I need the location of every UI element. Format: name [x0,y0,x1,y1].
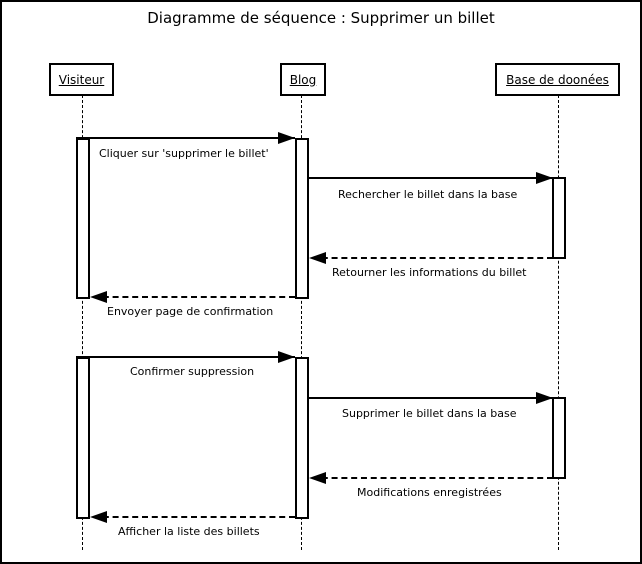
message-line-7 [312,477,553,479]
message-line-4 [93,296,295,298]
arrowhead-left-icon [309,472,326,484]
lifeline-base [558,95,559,550]
message-label-5: Confirmer suppression [130,365,255,378]
message-label-3: Retourner les informations du billet [332,266,527,279]
activation-bar-visiteur-1 [76,138,90,299]
message-line-1 [76,137,295,139]
diagram-title: Diagramme de séquence : Supprimer un billet [147,9,495,27]
arrowhead-right-icon [278,351,295,363]
message-label-4: Envoyer page de confirmation [107,305,274,318]
activation-bar-blog-1 [295,138,309,299]
activation-bar-base-1 [552,177,566,259]
message-label-8: Afficher la liste des billets [118,525,260,538]
actor-box-blog [280,63,326,96]
actor-name-blog: Blog [289,72,317,87]
arrowhead-right-icon [536,172,553,184]
message-line-3 [312,257,553,259]
arrowhead-left-icon [90,291,107,303]
arrowhead-right-icon [278,132,295,144]
actor-name-visiteur: Visiteur [58,72,105,87]
arrowhead-left-icon [90,511,107,523]
message-label-1: Cliquer sur 'supprimer le billet' [99,147,269,160]
message-label-6: Supprimer le billet dans la base [342,407,517,420]
arrowhead-left-icon [309,252,326,264]
arrowhead-right-icon [536,392,553,404]
actor-box-base [495,63,620,96]
message-line-5 [76,356,295,358]
message-label-7: Modifications enregistrées [357,486,502,499]
message-label-2: Rechercher le billet dans la base [338,188,518,201]
message-line-6 [309,397,553,399]
message-line-2 [309,177,553,179]
actor-box-visiteur [49,63,114,96]
message-line-8 [93,516,295,518]
activation-bar-base-2 [552,397,566,479]
activation-bar-visiteur-2 [76,357,90,519]
activation-bar-blog-2 [295,357,309,519]
actor-name-base: Base de doonées [506,72,609,87]
